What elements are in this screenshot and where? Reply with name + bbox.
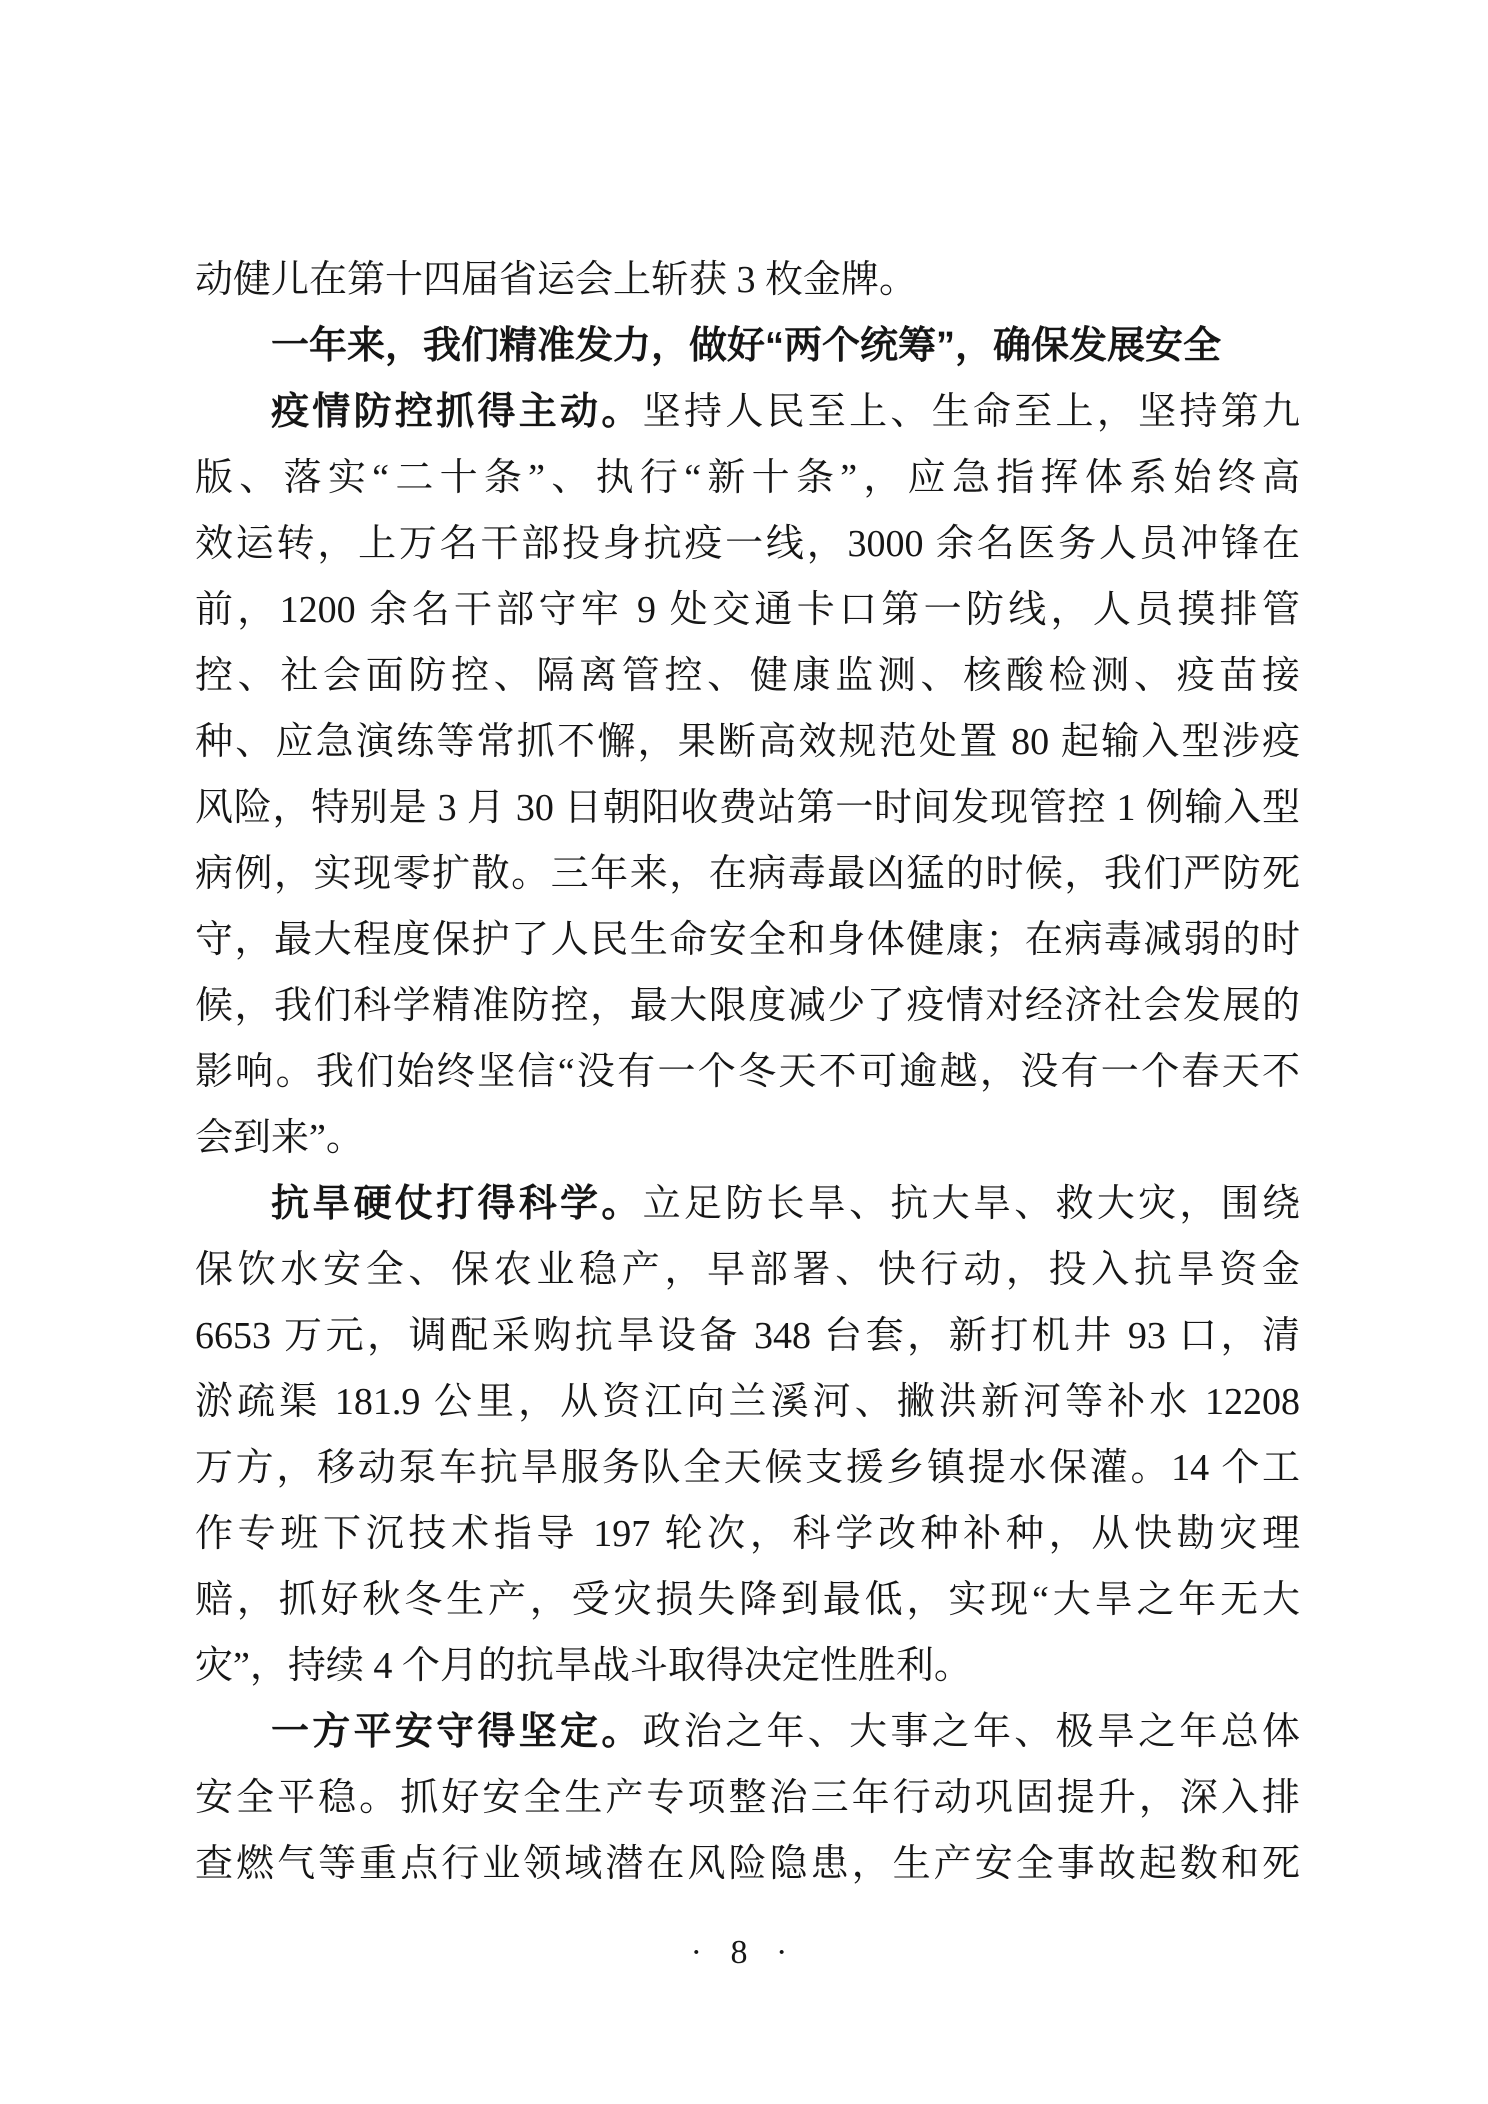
- text-segment-body: 会到来”。: [195, 1117, 364, 1159]
- text-segment-body: 前，1200 余名干部守牢 9 处交通卡口第一防线，人员摸排管: [195, 589, 1300, 631]
- text-line: [195, 907, 1300, 973]
- text-segment-body: 版、落实“二十条”、执行“新十条”，应急指挥体系始终高: [195, 457, 1300, 499]
- text-segment-body: 赔，抓好秋冬生产，受灾损失降到最低，实现“大旱之年无大: [195, 1579, 1300, 1621]
- text-segment-body: 立足防长旱、抗大旱、救大灾，围绕: [642, 1183, 1300, 1225]
- text-segment-body: 安全平稳。抓好安全生产专项整治三年行动巩固提升，深入排: [195, 1777, 1300, 1819]
- text-line: [195, 1171, 1300, 1237]
- text-segment-body: 种、应急演练等常抓不懈，果断高效规范处置 80 起输入型涉疫: [195, 721, 1300, 763]
- text-line: [195, 1765, 1300, 1831]
- text-segment-body: 作专班下沉技术指导 197 轮次，科学改种补种，从快勘灾理: [195, 1513, 1300, 1555]
- text-segment-body: 风险，特别是 3 月 30 日朝阳收费站第一时间发现管控 1 例输入型: [195, 787, 1300, 829]
- text-line: [195, 1567, 1300, 1633]
- text-segment-body: 政治之年、大事之年、极旱之年总体: [642, 1711, 1300, 1753]
- text-segment-body: 灾”，持续 4 个月的抗旱战斗取得决定性胜利。: [195, 1645, 972, 1687]
- text-line: [195, 709, 1300, 775]
- page-number: · 8 ·: [690, 1934, 798, 1971]
- text-segment-body: 守，最大程度保护了人民生命安全和身体健康；在病毒减弱的时: [195, 919, 1300, 961]
- text-line: [195, 643, 1300, 709]
- text-segment-body: 动健儿在第十四届省运会上斩获 3 枚金牌。: [195, 259, 918, 301]
- text-line: [195, 445, 1300, 511]
- text-block: [195, 247, 1300, 1897]
- text-segment-body: 坚持人民至上、生命至上，坚持第九: [642, 391, 1300, 433]
- text-segment-body: 淤疏渠 181.9 公里，从资江向兰溪河、撇洪新河等补水 12208: [195, 1381, 1300, 1423]
- text-line: [195, 1501, 1300, 1567]
- text-line: [195, 973, 1300, 1039]
- text-line: [195, 1435, 1300, 1501]
- text-segment-body: 控、社会面防控、隔离管控、健康监测、核酸检测、疫苗接: [195, 655, 1300, 697]
- text-line: [195, 841, 1300, 907]
- text-line: [195, 1303, 1300, 1369]
- text-line: [195, 1105, 1300, 1171]
- text-line: [195, 1633, 1300, 1699]
- text-segment-body: 保饮水安全、保农业稳产，早部署、快行动，投入抗旱资金: [195, 1249, 1300, 1291]
- text-segment-kai: 一方平安守得坚定。: [271, 1711, 643, 1753]
- text-segment-body: 查燃气等重点行业领域潜在风险隐患，生产安全事故起数和死: [195, 1843, 1300, 1885]
- text-segment-body: 病例，实现零扩散。三年来，在病毒最凶猛的时候，我们严防死: [195, 853, 1300, 895]
- text-line: [195, 577, 1300, 643]
- text-line: [195, 1237, 1300, 1303]
- text-segment-kai: 抗旱硬仗打得科学。: [271, 1183, 643, 1225]
- text-line: [195, 1831, 1300, 1897]
- text-line: [195, 775, 1300, 841]
- text-segment-body: 候，我们科学精准防控，最大限度减少了疫情对经济社会发展的: [195, 985, 1300, 1027]
- text-line: [195, 1039, 1300, 1105]
- text-segment-kai: 疫情防控抓得主动。: [271, 391, 643, 433]
- text-segment-body: 影响。我们始终坚信“没有一个冬天不可逾越，没有一个春天不: [195, 1051, 1300, 1093]
- text-line: [195, 1369, 1300, 1435]
- text-line: [195, 511, 1300, 577]
- text-line: [195, 313, 1300, 379]
- text-line: [195, 247, 1300, 313]
- text-segment-body: 效运转，上万名干部投身抗疫一线，3000 余名医务人员冲锋在: [195, 523, 1300, 565]
- text-line: [195, 1699, 1300, 1765]
- text-segment-body: 万方，移动泵车抗旱服务队全天候支援乡镇提水保灌。14 个工: [195, 1447, 1300, 1489]
- text-line: [195, 379, 1300, 445]
- text-segment-hei: 一年来，我们精准发力，做好“两个统筹”，确保发展安全: [271, 325, 1222, 367]
- text-segment-body: 6653 万元，调配采购抗旱设备 348 台套，新打机井 93 口，清: [195, 1315, 1300, 1357]
